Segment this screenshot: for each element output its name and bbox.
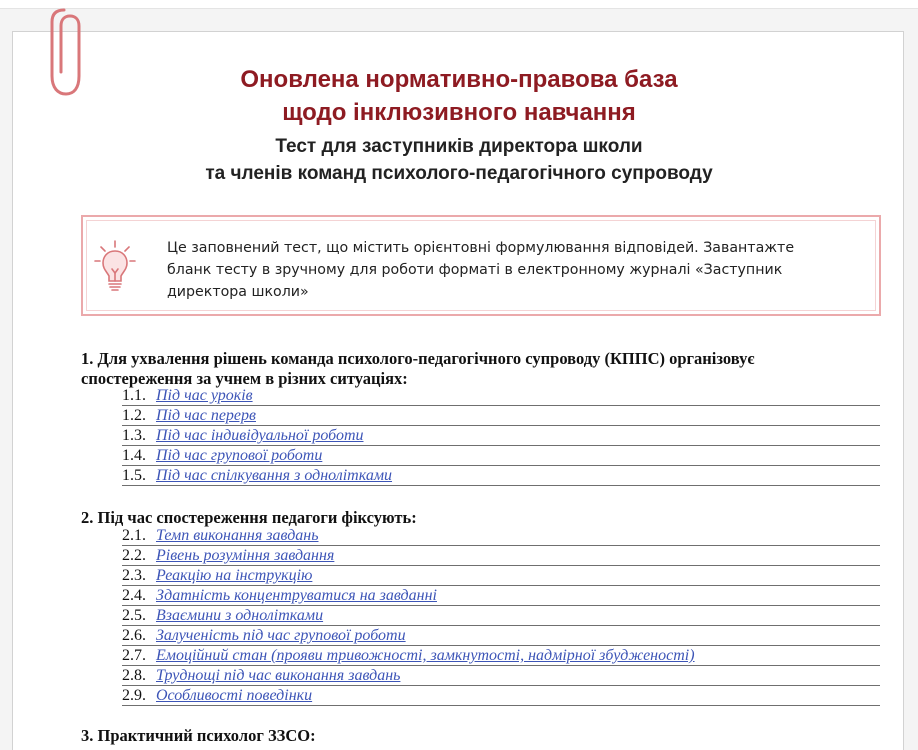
question-1-line-1: 1. Для ухвалення рішень команда психолого-педагогічного супроводу (КППС) організовує (81, 349, 755, 368)
answer-number: 2.3. (122, 567, 146, 584)
answer-number: 1.4. (122, 447, 146, 464)
answer-number: 2.2. (122, 547, 146, 564)
answer-number: 1.3. (122, 427, 146, 444)
answer-text: Під час перерв (156, 407, 256, 424)
info-note (81, 215, 881, 316)
answer-row (122, 606, 880, 626)
answer-text: Рівень розуміння завдання (156, 547, 335, 564)
answer-row (122, 406, 880, 426)
answer-text: Взаємини з однолітками (156, 607, 324, 624)
answer-text: Труднощі під час виконання завдань (156, 667, 401, 684)
answer-row (122, 686, 880, 706)
note-line-1: Це заповнений тест, що містить орієнтовні формулювання відповідей. Завантажте (167, 240, 795, 256)
answer-row (122, 386, 880, 406)
lightbulb-icon (93, 239, 137, 295)
answer-row (122, 626, 880, 646)
question-2-heading: 2. Під час спостереження педагоги фіксують: (81, 508, 417, 527)
answer-row (122, 566, 880, 586)
answer-number: 2.7. (122, 647, 146, 664)
answer-row (122, 426, 880, 446)
answer-number: 2.1. (122, 527, 146, 544)
question-1-heading (81, 349, 891, 389)
note-text (167, 237, 867, 303)
answer-text: Під час спілкування з однолітками (156, 467, 393, 484)
document-subtitle-line-1: Тест для заступників директора школи (275, 136, 643, 157)
answer-row (122, 546, 880, 566)
answer-number: 1.5. (122, 467, 146, 484)
question-3-heading: 3. Практичний психолог ЗЗСО: (81, 726, 316, 745)
answer-text: Під час індивідуальної роботи (156, 427, 364, 444)
answer-text: Особливості поведінки (156, 687, 313, 704)
answer-row (122, 526, 880, 546)
document-title-line-1: Оновлена нормативно-правова база (240, 66, 678, 93)
answer-text: Емоційний стан (прояви тривожності, замкнутості, надмірної збудженості) (156, 647, 695, 664)
document-subtitle-line-2: та членів команд психолого-педагогічного супроводу (205, 163, 713, 184)
top-bar (0, 0, 918, 9)
answer-number: 1.2. (122, 407, 146, 424)
answer-number: 2.5. (122, 607, 146, 624)
answer-row (122, 446, 880, 466)
answer-number: 2.4. (122, 587, 146, 604)
answer-number: 2.9. (122, 687, 146, 704)
answer-number: 2.6. (122, 627, 146, 644)
answer-text: Залученість під час групової роботи (156, 627, 406, 644)
question-1-line-2: спостереження за учнем в різних ситуаціях: (81, 369, 408, 388)
answer-text: Темп виконання завдань (156, 527, 319, 544)
answer-row (122, 646, 880, 666)
answer-text: Під час групової роботи (156, 447, 323, 464)
answer-row (122, 666, 880, 686)
answer-row (122, 466, 880, 486)
note-line-3: директора школи» (167, 284, 309, 300)
answer-text: Під час уроків (156, 387, 253, 404)
document-title-line-2: щодо інклюзивного навчання (282, 99, 636, 126)
answer-number: 2.8. (122, 667, 146, 684)
answer-text: Реакцію на інструкцію (156, 567, 313, 584)
answer-number: 1.1. (122, 387, 146, 404)
note-line-2: бланк тесту в зручному для роботи форматі в електронному журналі «Заступник (167, 262, 783, 278)
answer-text: Здатність концентруватися на завданні (156, 587, 437, 604)
answer-row (122, 586, 880, 606)
